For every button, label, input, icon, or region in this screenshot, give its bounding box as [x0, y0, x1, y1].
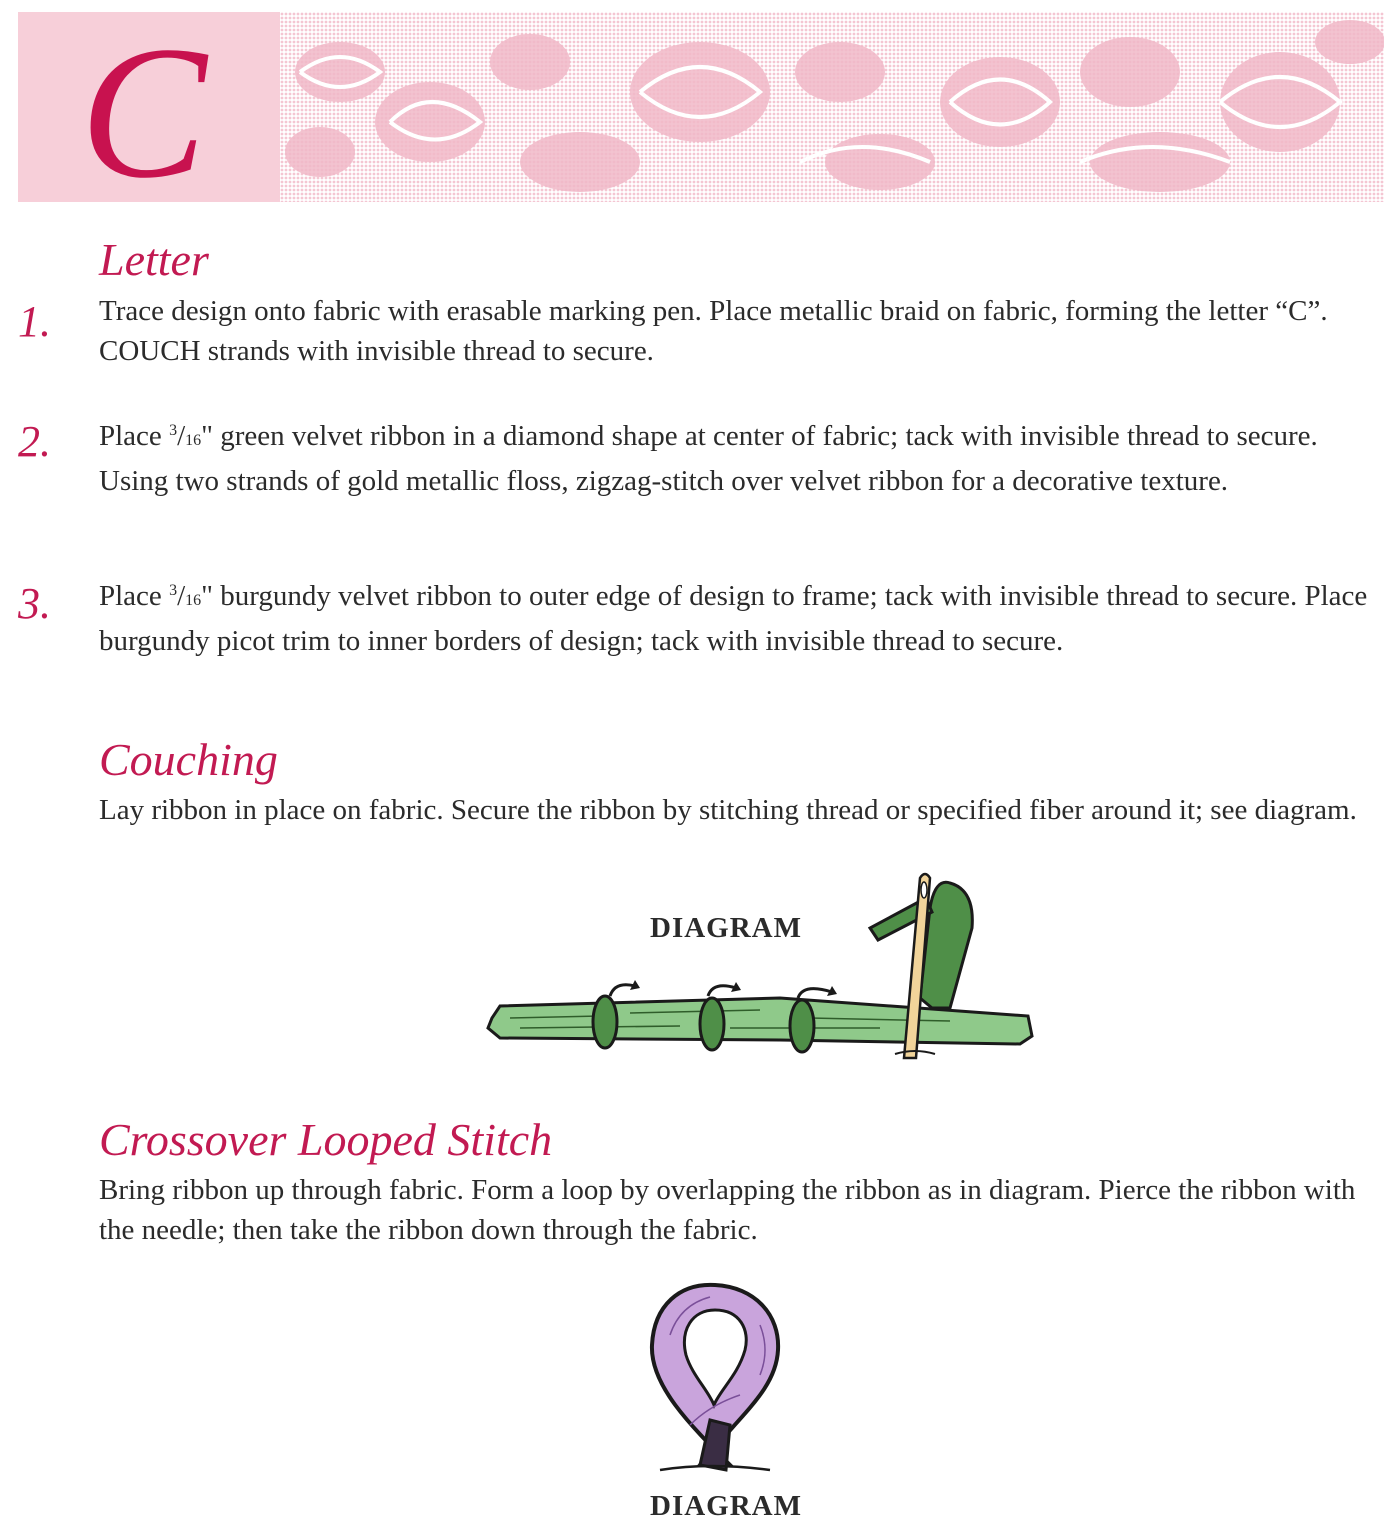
crossover-description: Bring ribbon up through fabric. Form a loop by overlapping the ribbon as in diagram. Pierce the ribbon with the needle; then take the ribbon down through the fabric. [99, 1174, 1356, 1246]
banner-letter: C [80, 12, 207, 202]
fraction-numerator: 3 [169, 582, 178, 599]
step-number-3: 3. [18, 579, 51, 628]
couching-description: Lay ribbon in place on fabric. Secure the ribbon by stitching thread or specified fiber around it; see diagram. [99, 794, 1357, 826]
fraction-denominator: 16 [185, 592, 202, 609]
step-text-1: Trace design onto fabric with erasable marking pen. Place metallic braid on fabric, forming the letter “C”. COUCH strands with invisible thread to secure. [99, 295, 1328, 367]
step-text-3 [99, 571, 1374, 661]
floral-lace-decoration [280, 12, 1384, 202]
step-2-text-start: Place [99, 420, 170, 452]
step-number-2: 2. [18, 417, 51, 466]
step-3-text-end: " burgundy velvet ribbon to outer edge of design to frame; tack with invisible thread to secure. Place burgundy picot trim to inner borders of design; tack with invisible thread to secure. [99, 580, 1368, 657]
section-heading-couching: Couching [99, 734, 278, 785]
step-number-1: 1. [18, 297, 51, 346]
section-heading-letter: Letter [99, 234, 209, 285]
step-2-text-end: " green velvet ribbon in a diamond shape at center of fabric; tack with invisible thread to secure. Using two strands of gold metallic floss, zigzag-stitch over velvet ribbon for a decorative texture. [99, 420, 1318, 497]
crossover-diagram-label: DIAGRAM [650, 1490, 802, 1522]
step-3-text-start: Place [99, 580, 170, 612]
step-text-2 [99, 411, 1374, 501]
fraction: $^3$/16 [169, 420, 202, 452]
crossover-looped-stitch-diagram [630, 1265, 800, 1480]
banner-letter-box [18, 12, 280, 202]
fraction: $^3$/16 [169, 580, 202, 612]
header-banner [18, 12, 1384, 202]
fraction-numerator: 3 [169, 422, 178, 439]
couching-diagram [480, 868, 1040, 1068]
fraction-denominator: 16 [185, 432, 202, 449]
section-heading-crossover-looped-stitch: Crossover Looped Stitch [99, 1114, 553, 1165]
couching-diagram-label: DIAGRAM [650, 912, 802, 944]
